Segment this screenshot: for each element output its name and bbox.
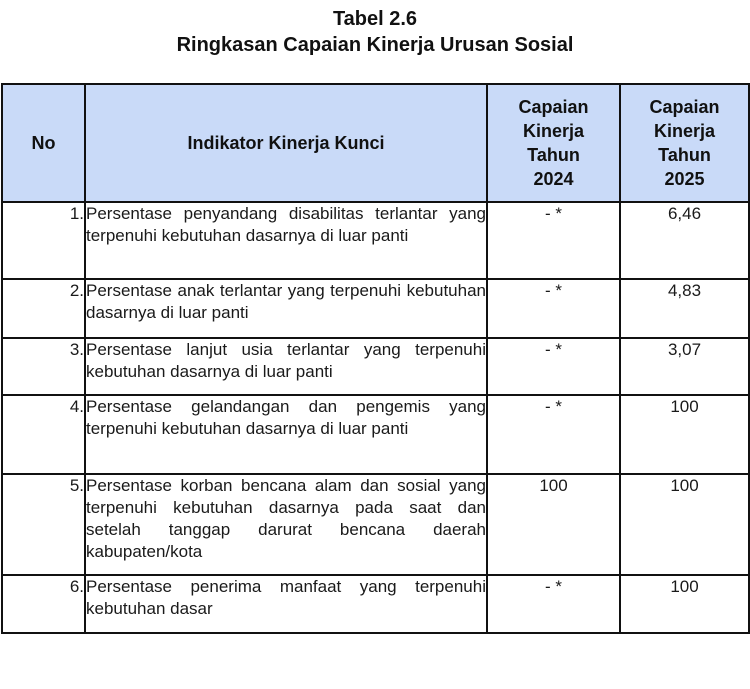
- value-2024: - *: [487, 202, 620, 279]
- table-header-row: [2, 84, 749, 202]
- header-2024-line: Capaian: [518, 97, 589, 117]
- table-row: [2, 395, 749, 474]
- performance-table: [1, 83, 750, 634]
- value-2024: - *: [487, 575, 620, 633]
- indicator-cell: Persentase lanjut usia terlantar yang terpenuhi kebutuhan dasarnya di luar panti: [85, 338, 487, 395]
- indicator-cell: Persentase penerima manfaat yang terpenuhi kebutuhan dasar: [85, 575, 487, 633]
- header-2025-line: 2025: [664, 169, 705, 189]
- table-row: [2, 474, 749, 575]
- row-number: 1.: [2, 202, 85, 279]
- value-2025: 100: [620, 575, 749, 633]
- header-2024-line: Tahun: [527, 145, 580, 165]
- indicator-cell: Persentase gelandangan dan pengemis yang terpenuhi kebutuhan dasarnya di luar panti: [85, 395, 487, 474]
- row-number: 4.: [2, 395, 85, 474]
- indicator-cell: Persentase anak terlantar yang terpenuhi kebutuhan dasarnya di luar panti: [85, 279, 487, 338]
- table-row: [2, 338, 749, 395]
- table-row: [2, 279, 749, 338]
- header-2025: [620, 84, 749, 202]
- header-2024-line: 2024: [533, 169, 574, 189]
- header-2024: [487, 84, 620, 202]
- table-row: [2, 202, 749, 279]
- header-2025-line: Capaian: [649, 97, 720, 117]
- header-2025-line: Tahun: [658, 145, 711, 165]
- row-number: 5.: [2, 474, 85, 575]
- row-number: 3.: [2, 338, 85, 395]
- indicator-cell: Persentase korban bencana alam dan sosial yang terpenuhi kebutuhan dasarnya pada saat dan setelah tanggap darurat bencana daerah kabupaten/kota: [85, 474, 487, 575]
- table-number: Tabel 2.6: [332, 8, 418, 30]
- value-2025: 100: [620, 474, 749, 575]
- value-2024: - *: [487, 395, 620, 474]
- row-number: 2.: [2, 279, 85, 338]
- header-2024-line: Kinerja: [522, 121, 585, 141]
- value-2025: 6,46: [620, 202, 749, 279]
- value-2024: - *: [487, 279, 620, 338]
- indicator-cell: Persentase penyandang disabilitas terlantar yang terpenuhi kebutuhan dasarnya di luar panti: [85, 202, 487, 279]
- table-title: Ringkasan Capaian Kinerja Urusan Sosial: [176, 34, 574, 56]
- table-row: [2, 575, 749, 633]
- row-number: 6.: [2, 575, 85, 633]
- header-indicator: Indikator Kinerja Kunci: [85, 84, 487, 202]
- header-no: No: [2, 84, 85, 202]
- value-2025: 4,83: [620, 279, 749, 338]
- value-2025: 100: [620, 395, 749, 474]
- table-caption: [0, 6, 750, 58]
- value-2024: - *: [487, 338, 620, 395]
- header-2025-line: Kinerja: [653, 121, 716, 141]
- value-2025: 3,07: [620, 338, 749, 395]
- value-2024: 100: [487, 474, 620, 575]
